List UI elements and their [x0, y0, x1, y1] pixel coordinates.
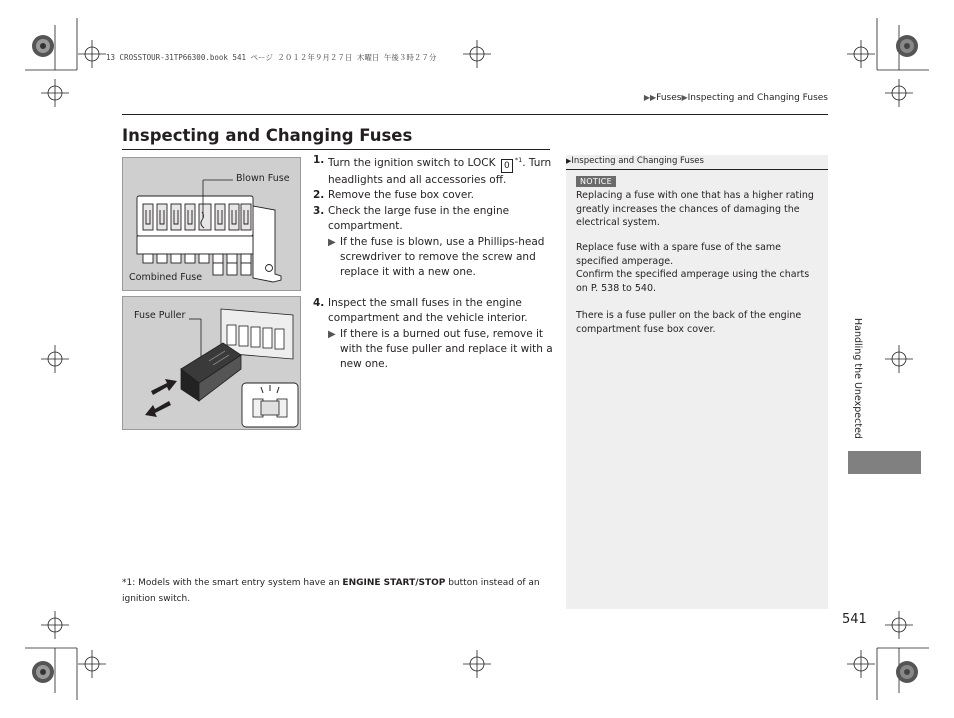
step-text: Remove the fuse box cover. [328, 189, 475, 202]
sidebar-heading-icon: ▶ [566, 157, 572, 165]
blown-fuse-label: Blown Fuse [236, 173, 290, 184]
breadcrumb-current: Inspecting and Changing Fuses [687, 93, 828, 103]
side-tab-label: Handling the Unexpected [852, 318, 863, 439]
step-1 [313, 153, 553, 188]
step-number: 4. [313, 296, 325, 309]
fuse-puller-label: Fuse Puller [134, 310, 186, 321]
step-4 [313, 296, 553, 327]
step-text: Turn the ignition switch to LOCK [328, 157, 496, 169]
combined-fuse-label: Combined Fuse [129, 272, 203, 283]
sidebar-para-3: There is a fuse puller on the back of the engine compartment fuse box cover. [576, 310, 802, 335]
breadcrumb-arrows-icon: ▶▶ [643, 93, 657, 102]
step-detail-text: If there is a burned out fuse, remove it with the fuse puller and replace it with a new one. [340, 327, 553, 371]
sidebar-heading: ▶Inspecting and Changing Fuses [566, 156, 704, 166]
footnote-ref[interactable]: *1 [514, 156, 523, 164]
breadcrumb-section[interactable]: Fuses [656, 93, 682, 103]
step-number: 1. [313, 154, 325, 166]
side-tab-block [848, 451, 921, 474]
footnote-suffix: button instead of an ignition switch. [122, 578, 540, 604]
page-number: 541 [842, 612, 867, 627]
step-number: 2. [313, 189, 325, 202]
fuse-puller-figure [122, 296, 301, 430]
header-divider [122, 114, 828, 115]
step-2 [313, 188, 553, 203]
footnote-bold: ENGINE START/STOP [342, 578, 446, 588]
lock-position-icon: 0 [501, 159, 513, 173]
sidebar-para-2: Confirm the specified amperage using the charts on P. 538 to 540. [576, 269, 810, 294]
sidebar-header [566, 155, 828, 170]
step-3 [313, 204, 553, 235]
fuse-box-figure [122, 157, 301, 291]
step-text-cont: . Turn headlights and all accessories off. [328, 157, 552, 186]
page-title: Inspecting and Changing Fuses [122, 126, 413, 145]
breadcrumb [644, 93, 828, 103]
step-4-detail [313, 327, 553, 373]
step-detail-text: If the fuse is blown, use a Phillips-head screwdriver to remove the screw and replace it with a new one. [340, 235, 545, 279]
sidebar-note [566, 155, 828, 609]
breadcrumb-separator-icon: ▶ [681, 93, 688, 102]
notice-text: Replacing a fuse with one that has a higher rating greatly increases the chances of damaging the electrical system. [576, 190, 814, 229]
footnote-prefix: *1: Models with the smart entry system have an [122, 578, 343, 588]
book-info-header: 13 CROSSTOUR-31TP66300.book 541 ページ ２０１２年９月２７日 木曜日 午後３時２７分 [106, 53, 437, 62]
sub-arrow-icon: ▶ [328, 236, 336, 248]
notice-badge: NOTICE [576, 176, 616, 187]
sidebar-para-1: Replace fuse with a spare fuse of the same specified amperage. [576, 242, 781, 267]
footnote [122, 576, 552, 607]
sub-arrow-icon: ▶ [328, 328, 336, 340]
title-divider [122, 149, 550, 150]
step-text: Inspect the small fuses in the engine compartment and the vehicle interior. [328, 296, 528, 325]
step-number: 3. [313, 204, 325, 217]
procedure-steps [313, 153, 553, 373]
step-3-detail [313, 235, 553, 281]
step-text: Check the large fuse in the engine compartment. [328, 204, 510, 233]
